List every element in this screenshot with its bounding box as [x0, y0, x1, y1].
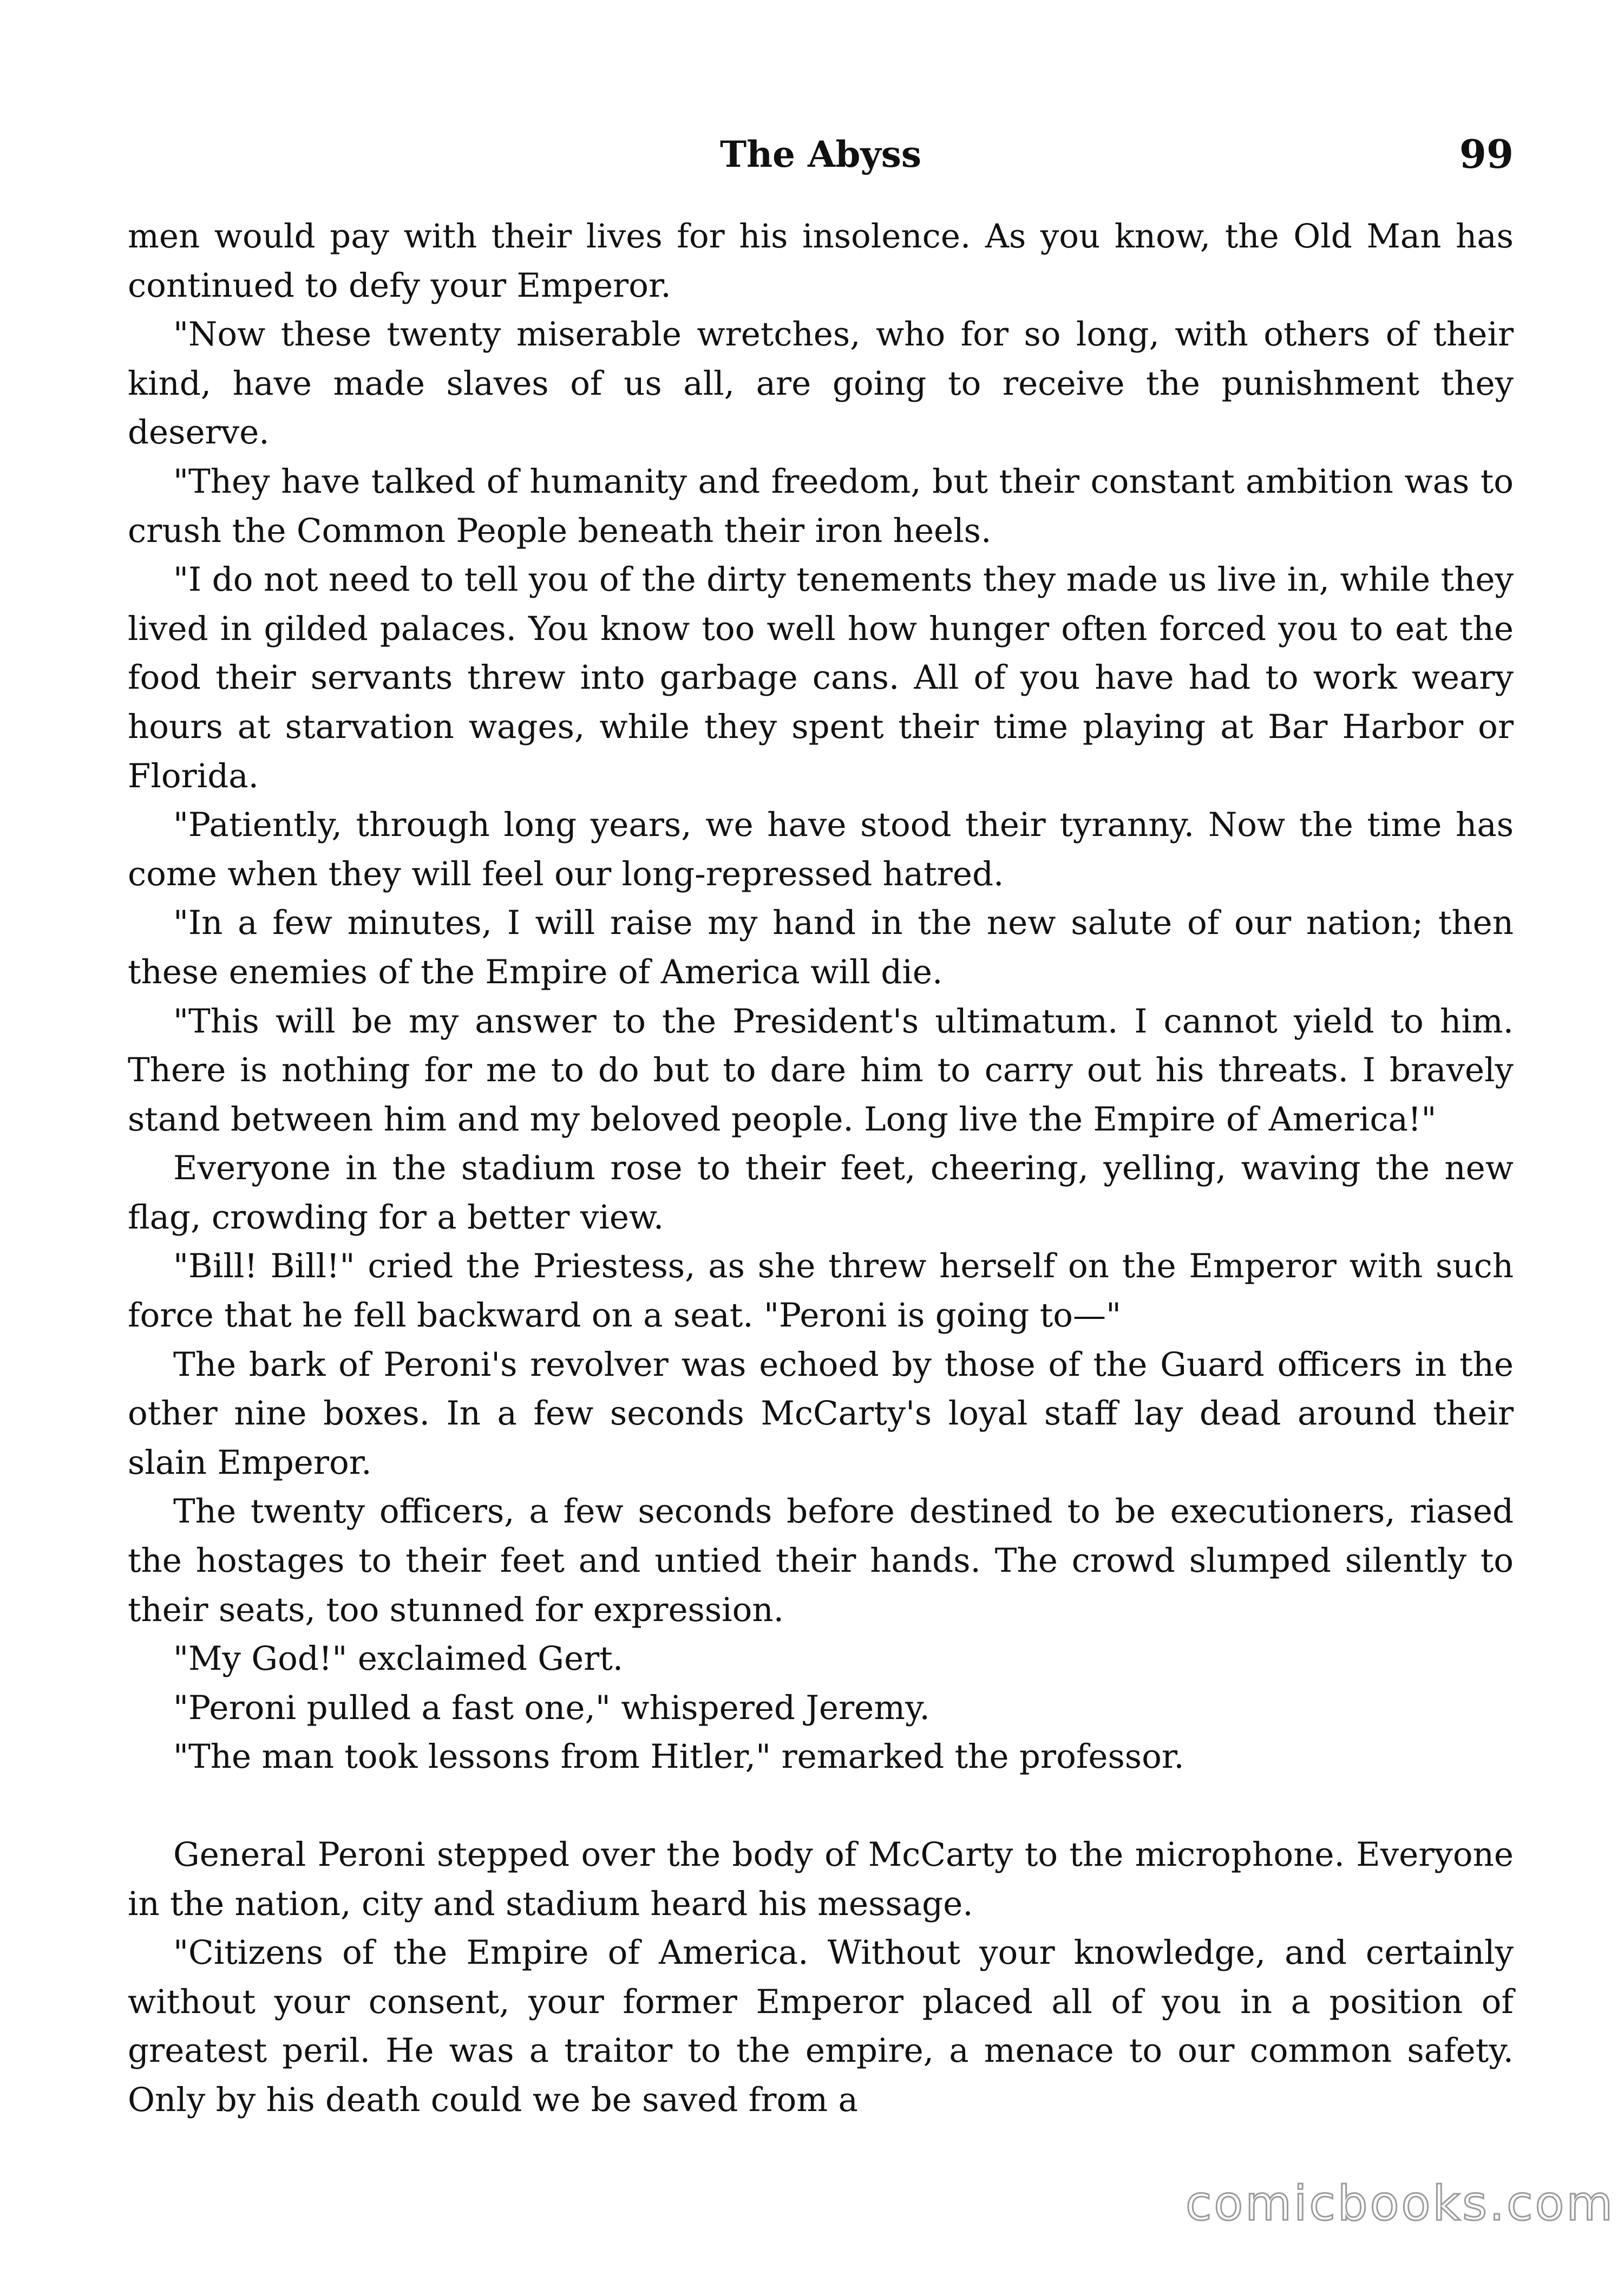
paragraph-continued: men would pay with their lives for his insolence. As you know, the Old Man has continued to defy your Emperor. — [128, 217, 1514, 305]
paragraph: "Peroni pulled a fast one," whispered Jeremy. — [173, 1688, 930, 1727]
watermark: comicbooks.com — [1186, 2175, 1615, 2231]
paragraph: The bark of Peroni's revolver was echoed by those of the Guard officers in the other nine boxes. In a few seconds McCarty's loyal staff lay dead around their slain Emperor. — [128, 1345, 1514, 1482]
running-title: The Abyss — [719, 133, 922, 175]
paragraph: "In a few minutes, I will raise my hand in the new salute of our nation; then these enemies of the Empire of America will die. — [128, 904, 1514, 991]
paragraph: "My God!" exclaimed Gert. — [173, 1639, 624, 1678]
paragraph: "I do not need to tell you of the dirty tenements they made us live in, while they lived in gilded palaces. You know too well how hunger often forced you to eat the food their servants threw into garbage cans. All of you have had to work weary hours at starvation wages, while they spent their time playing at Bar Harbor or Florida. — [128, 560, 1514, 795]
paragraph: Everyone in the stadium rose to their feet, cheering, yelling, waving the new flag, crowding for a better view. — [128, 1149, 1514, 1237]
paragraph: "Now these twenty miserable wretches, who for so long, with others of their kind, have made slaves of us all, are going to receive the punishment they deserve. — [128, 315, 1514, 452]
paragraph: The twenty officers, a few seconds before destined to be executioners, riased the hostages to their feet and untied their hands. The crowd slumped silently to their seats, too stunned for expression. — [128, 1492, 1514, 1629]
page-header — [128, 130, 1514, 179]
paragraph: "They have talked of humanity and freedom, but their constant ambition was to crush the Common People beneath their iron heels. — [128, 462, 1514, 550]
paragraph: "Patiently, through long years, we have stood their tyranny. Now the time has come when they will feel our long-repressed hatred. — [128, 806, 1514, 893]
paragraph: General Peroni stepped over the body of McCarty to the microphone. Everyone in the nation, city and stadium heard his message. — [128, 1835, 1514, 1923]
paragraph: "This will be my answer to the President's ultimatum. I cannot yield to him. There is nothing for me to do but to dare him to carry out his threats. I bravely stand between him and my beloved people. Long live the Empire of America!" — [128, 1002, 1514, 1139]
page-number: 99 — [1459, 131, 1514, 177]
body-text — [128, 212, 1514, 2125]
paragraph: "The man took lessons from Hitler," remarked the professor. — [173, 1737, 1184, 1776]
paragraph: "Citizens of the Empire of America. Without your knowledge, and certainly without your consent, your former Emperor placed all of you in a position of greatest peril. He was a traitor to the empire, a menace to our common safety. Only by his death could we be saved from a — [128, 1933, 1514, 2119]
paragraph: "Bill! Bill!" cried the Priestess, as she threw herself on the Emperor with such force that he fell backward on a seat. "Peroni is going to—" — [128, 1247, 1514, 1335]
